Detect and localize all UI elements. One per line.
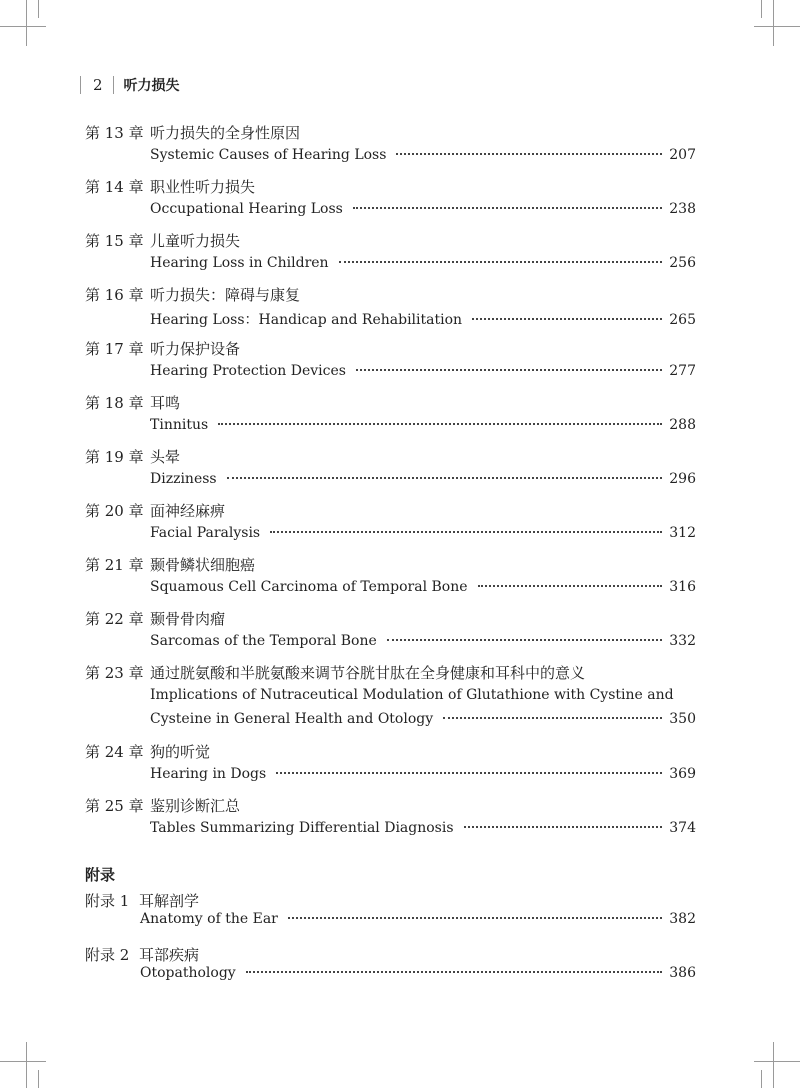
chapter-title-en (150, 417, 696, 433)
page-number: 316 (669, 579, 696, 595)
dot-leader (353, 207, 662, 209)
chapter-label: 第 24 章 (85, 743, 144, 761)
title-en-text: Cysteine in General Health and Otology (150, 711, 434, 727)
dot-leader (464, 826, 662, 828)
crop-mark (38, 1070, 39, 1088)
title-en-text: Squamous Cell Carcinoma of Temporal Bone (150, 579, 468, 595)
page-number: 207 (669, 147, 696, 163)
page-number: 332 (669, 633, 696, 649)
crop-mark (773, 1042, 774, 1088)
page-number: 288 (669, 417, 696, 433)
chapter-title-en (150, 525, 696, 541)
title-en-text: Anatomy of the Ear (140, 911, 278, 927)
chapter-title-zh: 面神经麻痹 (150, 502, 226, 520)
toc-entry[interactable] (0, 282, 800, 336)
toc-entry[interactable] (0, 228, 800, 282)
chapter-title-zh: 颞骨鳞状细胞癌 (150, 556, 256, 574)
dot-leader (218, 423, 662, 425)
dot-leader (443, 717, 662, 719)
chapter-label: 第 21 章 (85, 556, 144, 574)
dot-leader (478, 585, 662, 587)
title-en-text: Facial Paralysis (150, 525, 261, 541)
dot-leader (270, 531, 662, 533)
crop-mark (761, 1070, 762, 1088)
chapter-label: 第 18 章 (85, 394, 144, 412)
title-en-text: Dizziness (150, 471, 217, 487)
dot-leader (227, 477, 662, 479)
page-number: 369 (669, 766, 696, 782)
appendix-label: 附录 2 (85, 946, 130, 964)
toc-entry[interactable] (0, 336, 800, 390)
page-number: 350 (669, 711, 696, 727)
page-number: 238 (669, 201, 696, 217)
toc-entry[interactable] (0, 739, 800, 793)
chapter-label: 第 16 章 (85, 286, 144, 304)
chapter-label: 第 15 章 (85, 232, 144, 250)
toc-entry[interactable] (0, 444, 800, 498)
appendix-heading: 附录 (85, 866, 116, 884)
appendix-label: 附录 1 (85, 892, 130, 910)
toc-entry[interactable] (0, 174, 800, 228)
appendix-title-en (140, 965, 696, 981)
chapter-label: 第 22 章 (85, 610, 144, 628)
chapter-title-zh: 通过胱氨酸和半胱氨酸来调节谷胱甘肽在全身健康和耳科中的意义 (150, 664, 586, 682)
title-en-text: Hearing Loss in Children (150, 255, 329, 271)
appendix-entry[interactable] (0, 942, 800, 996)
dot-leader (472, 318, 662, 320)
title-en-text: Tables Summarizing Differential Diagnosis (150, 820, 454, 836)
chapter-title-en (150, 579, 696, 595)
appendix-entry[interactable] (0, 888, 800, 942)
chapter-title-zh: 儿童听力损失 (150, 232, 241, 250)
crop-mark (0, 1061, 46, 1062)
dot-leader (339, 261, 662, 263)
chapter-title-zh: 听力损失：障碍与康复 (150, 286, 301, 304)
chapter-label: 第 17 章 (85, 340, 144, 358)
page-number: 265 (669, 312, 696, 328)
appendix-title-en (140, 911, 696, 927)
title-en-text: Otopathology (140, 965, 236, 981)
title-en-text: Tinnitus (150, 417, 209, 433)
page-number: 296 (669, 471, 696, 487)
crop-mark (754, 26, 800, 27)
chapter-title-zh: 耳鸣 (150, 394, 181, 412)
title-en-text: Hearing Loss：Handicap and Rehabilitation (150, 312, 463, 328)
chapter-title-en (150, 766, 696, 782)
header-divider (113, 76, 114, 94)
title-en-text: Occupational Hearing Loss (150, 201, 343, 217)
toc-entry[interactable] (0, 606, 800, 660)
chapter-title-zh: 听力保护设备 (150, 340, 241, 358)
page-number: 277 (669, 363, 696, 379)
chapter-title-en (150, 147, 696, 163)
chapter-title-zh: 颞骨骨肉瘤 (150, 610, 226, 628)
dot-leader (288, 917, 662, 919)
toc-entry[interactable] (0, 120, 800, 174)
title-en-text: Hearing Protection Devices (150, 363, 346, 379)
chapter-label: 第 25 章 (85, 797, 144, 815)
title-en-text: Hearing in Dogs (150, 766, 267, 782)
table-of-contents (0, 120, 800, 847)
chapter-label: 第 13 章 (85, 124, 144, 142)
chapter-label: 第 19 章 (85, 448, 144, 466)
page-number: 256 (669, 255, 696, 271)
chapter-title-en (150, 255, 696, 271)
toc-entry[interactable] (0, 498, 800, 552)
chapter-label: 第 14 章 (85, 178, 144, 196)
chapter-title-en-line2 (150, 711, 696, 727)
appendix-list (0, 888, 800, 996)
dot-leader (387, 639, 662, 641)
chapter-title-zh: 鉴别诊断汇总 (150, 797, 241, 815)
page-number: 382 (669, 911, 696, 927)
toc-entry[interactable] (0, 390, 800, 444)
crop-mark (0, 26, 46, 27)
chapter-label: 第 23 章 (85, 664, 144, 682)
crop-mark (754, 1061, 800, 1062)
page-number: 386 (669, 965, 696, 981)
toc-entry[interactable] (0, 552, 800, 606)
dot-leader (356, 369, 662, 371)
title-en-text: Sarcomas of the Temporal Bone (150, 633, 377, 649)
chapter-title-zh: 狗的听觉 (150, 743, 211, 761)
chapter-title-en (150, 820, 696, 836)
dot-leader (246, 971, 662, 973)
chapter-title-zh: 头晕 (150, 448, 181, 466)
toc-entry[interactable] (0, 660, 800, 739)
crop-mark (773, 0, 774, 46)
chapter-label: 第 20 章 (85, 502, 144, 520)
crop-mark (761, 0, 762, 18)
dot-leader (276, 772, 662, 774)
chapter-title-en (150, 471, 696, 487)
toc-entry[interactable] (0, 793, 800, 847)
chapter-title-en (150, 309, 696, 329)
header-divider (80, 76, 81, 94)
chapter-title-en (150, 201, 696, 217)
page-number: 312 (669, 525, 696, 541)
title-en-text: Systemic Causes of Hearing Loss (150, 147, 387, 163)
chapter-title-zh: 职业性听力损失 (150, 178, 256, 196)
appendix-title-zh: 耳部疾病 (139, 946, 200, 964)
dot-leader (396, 153, 662, 155)
header-title: 听力损失 (123, 78, 180, 94)
crop-mark (38, 0, 39, 18)
chapter-title-en-line1 (150, 687, 674, 703)
running-header (80, 74, 180, 96)
chapter-title-en (150, 363, 696, 379)
crop-mark (26, 0, 27, 46)
page-number: 2 (93, 76, 103, 94)
crop-mark (26, 1042, 27, 1088)
chapter-title-zh: 听力损失的全身性原因 (150, 124, 301, 142)
appendix-title-zh: 耳解剖学 (139, 892, 200, 910)
chapter-title-en (150, 633, 696, 649)
page-number: 374 (669, 820, 696, 836)
title-en-text: Implications of Nutraceutical Modulation of Glutathione with Cystine and (150, 687, 674, 703)
